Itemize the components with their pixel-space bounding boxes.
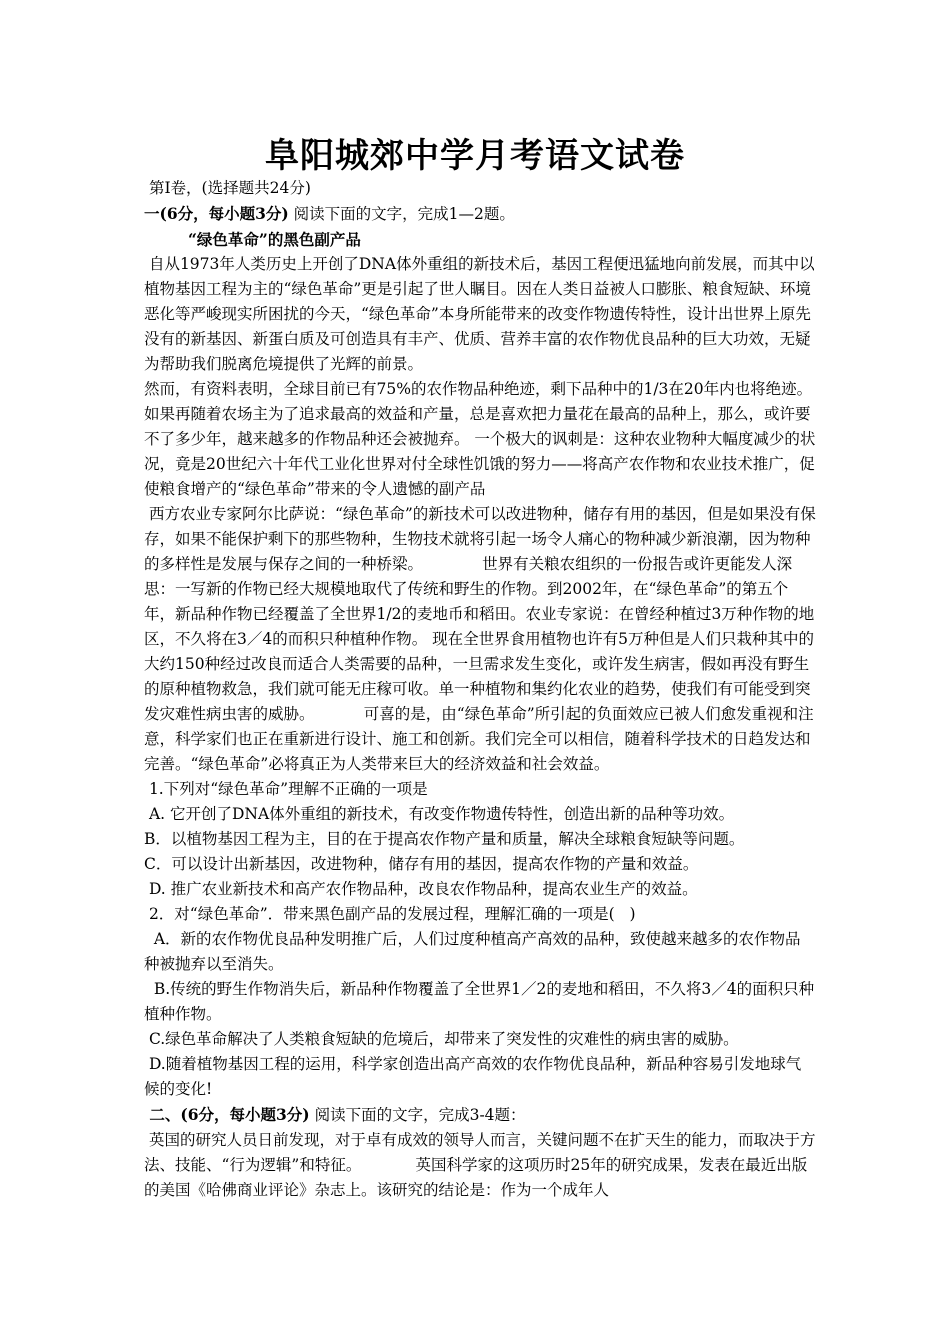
question-1-stem: 1.下列对“绿色革命”理解不正确的一项是: [144, 780, 428, 798]
section-1-heading: [144, 201, 816, 227]
question-1-option-b: B．以植物基因工程为主，目的在于提高农作物产量和质量，解决全球粮食短缺等问题。: [144, 830, 745, 848]
question-2-option-b: B.传统的野生作物消失后，新品种作物覆盖了全世界1／2的麦地和稻田，不久将3／4的面积只种植种作物。: [144, 980, 815, 1023]
document-body: [144, 176, 816, 1203]
paragraph: 然而，有资料表明，全球目前已有75%的农作物品种绝迹，剩下品种中的1/3在20年内也将绝迹。如果再随着农场主为了追求最高的效益和产量，总是喜欢把力量花在最高的品种上，那么，或许要不了多少年，越来越多的作物品种还会被抛弃。 一个极大的讽刺是：这种农业物种大幅度减少的状况，竟是20世纪六十年代工业化世界对付全球性饥饿的努力——将高产农作物和农业技术推广，促使粮食增产的“绿色革命”带来的令人遗憾的副产品: [144, 380, 816, 498]
question-1-option-d: D. 推广农业新技术和高产农作物品种，改良农作物品种，提高农业生产的效益。: [144, 880, 698, 898]
question-1-option-a: A. 它开创了DNA体外重组的新技术，有改变作物遗传特性，创造出新的品种等功效。: [144, 805, 735, 823]
section-2-instruction: 阅读下面的文字，完成3-4题：: [309, 1106, 526, 1124]
question-2-option-a: A．新的农作物优良品种发明推广后，人们过度种植高产高效的品种，致使越来越多的农作物品种被抛弃以至消失。: [144, 930, 801, 973]
section-1-instruction: 阅读下面的文字，完成1—2题。: [288, 205, 515, 223]
section-2-label: 二、(6分，每小题3分): [144, 1105, 310, 1124]
exam-title: 阜阳城郊中学月考语文试卷: [265, 136, 685, 176]
article-title: “绿色革命”的黑色副产品: [188, 230, 361, 249]
question-2-option-c: C.绿色革命解决了人类粮食短缺的危境后，却带来了突发性的灾难性的病虫害的威胁。: [144, 1030, 739, 1048]
question-2-stem: 2．对“绿色革命”．带来黑色副产品的发展过程，理解汇确的一项是( ): [144, 905, 636, 923]
paragraph: 西方农业专家阿尔比萨说：“绿色革命”的新技术可以改进物种，储存有用的基因，但是如果没有保存，如果不能保护剩下的那些物种，生物技术就将引起一场令人痛心的物种减少新浪潮，因为物种的多样性是发展与保存之间的一种桥梁。 世界有关粮农组织的一份报告或许更能发人深思：一写新的作物已经大规模地取代了传统和野生的作物。到2002年，在“绿色革命”的第五个年，新品种作物已经覆盖了全世界1/2的麦地币和稻田。农业专家说：在曾经种植过3万种作物的地区，不久将在3／4的而积只种植种作物。 现在全世界食用植物也许有5万种但是人们只栽种其中的大约150种经过改良而适合人类需要的品种，一旦需求发生变化，或许发生病害，假如再没有野生的原种植物救急，我们就可能无庄稼可收。单一种植物和集约化农业的趋势，使我们有可能受到突发灾难性病虫害的威胁。 可喜的是，由“绿色革命”所引起的负面效应已被人们愈发重视和注意，科学家们也正在重新进行设计、施工和创新。我们完全可以相信，随着科学技术的日趋发达和完善。“绿色革命”必将真正为人类带来巨大的经济效益和社会效益。: [144, 505, 816, 773]
paragraph: 英国的研究人员日前发现，对于卓有成效的领导人而言，关键问题不在扩天生的能力，而取决于方法、技能、“行为逻辑”和特征。 英国科学家的这项历时25年的研究成果，发表在最近出版的美国《哈佛商业评论》杂志上。该研究的结论是：作为一个成年人: [144, 1131, 816, 1199]
section-2-heading: [144, 1102, 816, 1128]
question-2-option-d: D.随着植物基因工程的运用，科学家创造出高产高效的农作物优良品种，新品种容易引发地球气候的变化!: [144, 1055, 802, 1098]
part-header: 第Ⅰ卷，(选择题共24分): [144, 179, 311, 197]
section-1-label: 一(6分，每小题3分): [144, 204, 289, 223]
question-1-option-c: C．可以设计出新基因，改进物种，储存有用的基因，提高农作物的产量和效益。: [144, 855, 699, 873]
paragraph: 自从1973年人类历史上开创了DNA体外重组的新技术后，基因工程便迅猛地向前发展，而其中以植物基因工程为主的“绿色革命”更是引起了世人瞩目。因在人类日益被人口膨胀、粮食短缺、环境恶化等严峻现实所困扰的今天，“绿色革命”本身所能带来的改变作物遗传特性，设计出世界上原先没有的新基因、新蛋白质及可创造具有丰产、优质、营养丰富的农作物优良品种的巨大功效，无疑为帮助我们脱离危境提供了光辉的前景。: [144, 255, 815, 373]
